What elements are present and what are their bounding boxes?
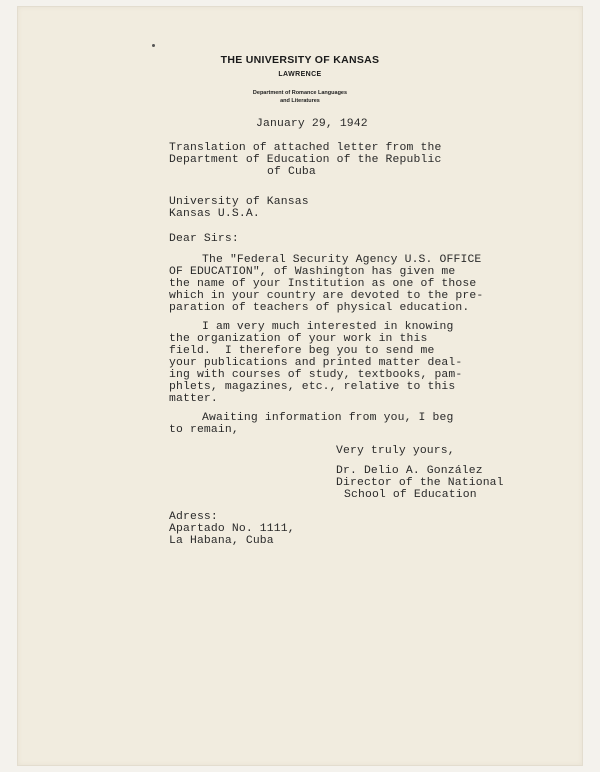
recipient-line: Kansas U.S.A.: [169, 208, 260, 220]
paragraph2-line: matter.: [169, 393, 218, 405]
paragraph2-line: the organization of your work in this: [169, 333, 428, 345]
paragraph2-line: field. I therefore beg you to send me: [169, 345, 435, 357]
paragraph1-line: paration of teachers of physical education.: [169, 302, 470, 314]
paragraph2-line: your publications and printed matter deal-: [169, 357, 463, 369]
address-line: Apartado No. 1111,: [169, 523, 295, 535]
signature-line: Director of the National: [336, 477, 504, 489]
letterhead-department-line2: and Literatures: [280, 98, 320, 104]
closing: Very truly yours,: [336, 445, 455, 457]
address-line: Adress:: [169, 511, 218, 523]
letter-date: January 29, 1942: [256, 118, 368, 130]
address-line: La Habana, Cuba: [169, 535, 274, 547]
paragraph3-line: to remain,: [169, 424, 239, 436]
paragraph1-line: which in your country are devoted to the pre-: [169, 290, 484, 302]
letterhead-city: LAWRENCE: [278, 71, 322, 78]
paragraph2-line: phlets, magazines, etc., relative to this: [169, 381, 456, 393]
paragraph1-line: The "Federal Security Agency U.S. OFFICE: [202, 254, 482, 266]
paragraph2-line: I am very much interested in knowing: [202, 321, 454, 333]
heading-line: of Cuba: [267, 166, 316, 178]
paragraph2-line: ing with courses of study, textbooks, pam-: [169, 369, 463, 381]
paragraph3-line: Awaiting information from you, I beg: [202, 412, 454, 424]
recipient-line: University of Kansas: [169, 196, 309, 208]
letterhead-university: THE UNIVERSITY OF KANSAS: [220, 54, 380, 66]
heading-line: Department of Education of the Republic: [169, 154, 442, 166]
paragraph1-line: the name of your Institution as one of those: [169, 278, 477, 290]
paragraph1-line: OF EDUCATION", of Washington has given me: [169, 266, 456, 278]
heading-line: Translation of attached letter from the: [169, 142, 442, 154]
ink-speck: [152, 44, 155, 47]
signature-line: School of Education: [344, 489, 477, 501]
letterhead-department-line1: Department of Romance Languages: [252, 90, 348, 96]
salutation: Dear Sirs:: [169, 233, 239, 245]
signature-line: Dr. Delio A. González: [336, 465, 483, 477]
